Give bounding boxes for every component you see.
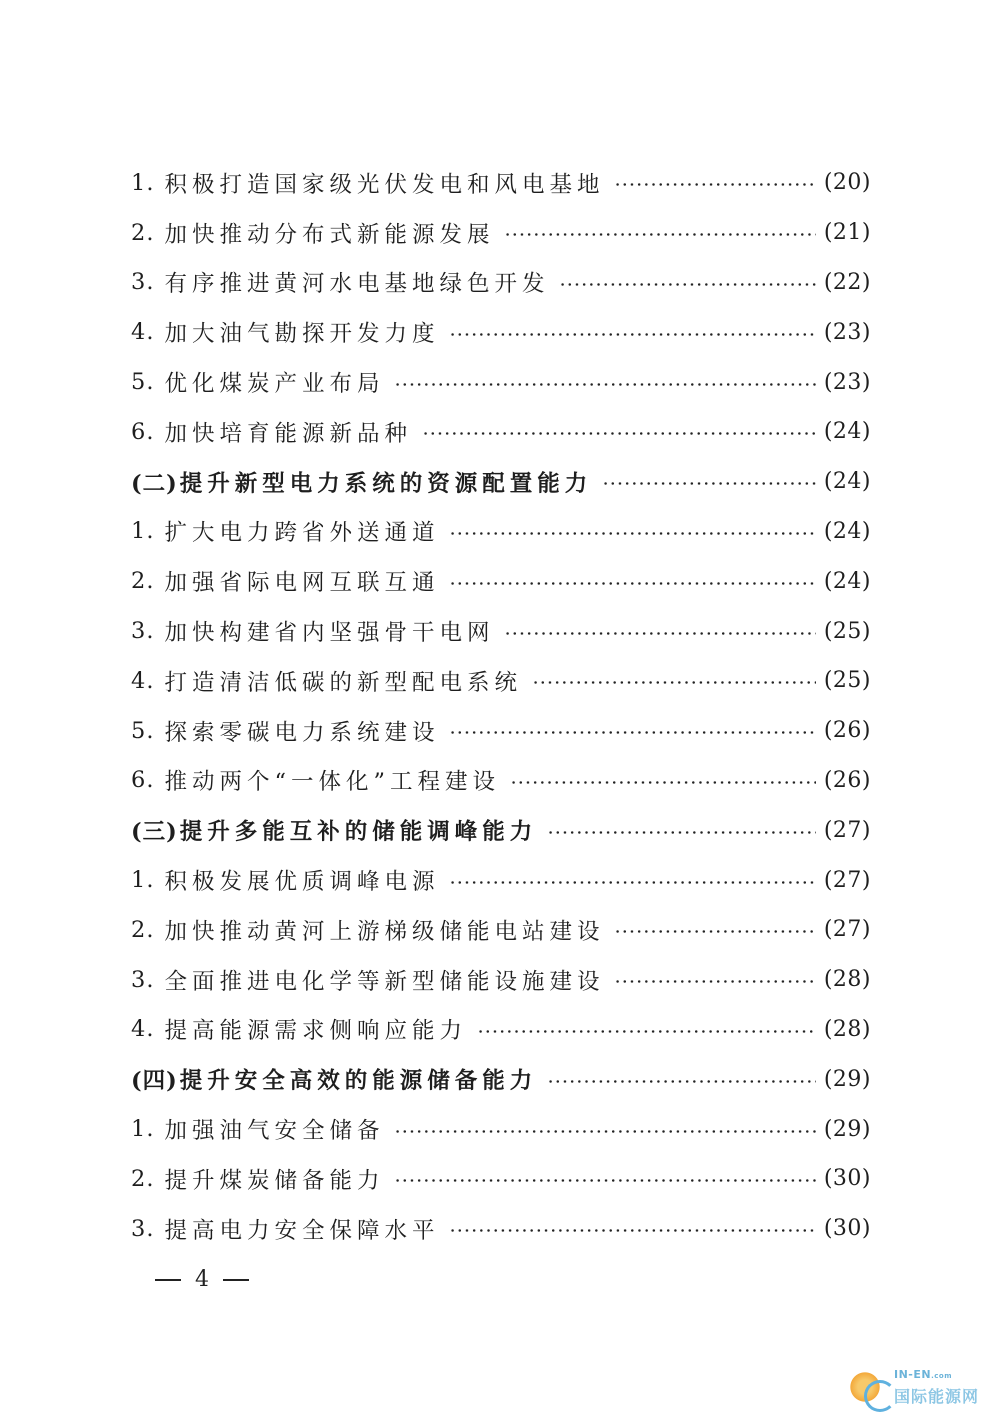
dot-leader (422, 432, 816, 435)
entry-title: 积极发展优质调峰电源 (164, 869, 440, 896)
dot-leader (504, 632, 815, 635)
footer-dash-left (155, 1279, 181, 1281)
entry-number: 3. (131, 269, 155, 296)
toc-entry (131, 507, 871, 557)
page-number: 4 (195, 1267, 209, 1292)
toc-entry (131, 208, 871, 258)
entry-number: 1. (131, 169, 155, 196)
toc-entry (131, 258, 871, 308)
entry-title: 推动两个“一体化”工程建设 (164, 769, 500, 796)
entry-title: 提升多能互补的储能调峰能力 (179, 819, 538, 846)
toc-entry (131, 407, 871, 457)
entry-page: (23) (823, 319, 871, 345)
dot-leader (614, 183, 815, 186)
entry-page: (22) (823, 269, 871, 295)
entry-number: 2. (131, 219, 155, 246)
entry-number: 3. (131, 966, 155, 993)
entry-number: 3. (131, 618, 155, 645)
entry-number: 4. (131, 319, 155, 346)
table-of-contents (131, 158, 871, 1254)
entry-page: (26) (823, 718, 871, 744)
entry-page: (27) (823, 867, 871, 893)
entry-title: 加强油气安全储备 (164, 1118, 385, 1145)
dot-leader (510, 781, 816, 784)
entry-page: (29) (823, 1116, 871, 1142)
entry-title: 优化煤炭产业布局 (164, 371, 385, 398)
watermark-logo (848, 1366, 988, 1410)
entry-page: (28) (823, 1016, 871, 1042)
dot-leader (394, 383, 815, 386)
dot-leader (602, 482, 816, 485)
dot-leader (449, 731, 815, 734)
entry-page: (30) (823, 1216, 871, 1242)
entry-title: 加快推动分布式新能源发展 (164, 221, 495, 248)
toc-entry (131, 556, 871, 606)
entry-page: (25) (823, 618, 871, 644)
toc-entry (131, 606, 871, 656)
toc-entry (131, 706, 871, 756)
toc-entry (131, 357, 871, 407)
toc-entry (131, 656, 871, 706)
entry-title: 提升煤炭储备能力 (164, 1167, 385, 1194)
ring-icon (864, 1380, 896, 1412)
entry-number: 2. (131, 568, 155, 595)
entry-title: 全面推进电化学等新型储能设施建设 (164, 968, 605, 995)
entry-title: 加快推动黄河上游梯级储能电站建设 (164, 918, 605, 945)
entry-title: 提高能源需求侧响应能力 (164, 1018, 467, 1045)
entry-page: (27) (823, 917, 871, 943)
entry-title: 加强省际电网互联互通 (164, 570, 440, 597)
watermark-name: 国际能源网 (894, 1387, 980, 1406)
toc-entry (131, 1204, 871, 1254)
toc-entry (131, 1005, 871, 1055)
toc-section-entry (131, 805, 871, 855)
entry-title: 加快构建省内坚强骨干电网 (164, 620, 495, 647)
dot-leader (532, 681, 816, 684)
entry-number: 2. (131, 1165, 155, 1192)
page-footer (155, 1267, 249, 1292)
entry-page: (26) (823, 767, 871, 793)
dot-leader (449, 333, 815, 336)
entry-number: (三) (131, 819, 178, 846)
entry-page: (29) (823, 1066, 871, 1092)
dot-leader (614, 980, 815, 983)
entry-page: (25) (823, 668, 871, 694)
toc-entry (131, 905, 871, 955)
toc-entry (131, 307, 871, 357)
entry-title: 提升新型电力系统的资源配置能力 (179, 470, 593, 497)
toc-entry (131, 955, 871, 1005)
dot-leader (394, 1130, 815, 1133)
dot-leader (449, 881, 815, 884)
entry-number: (四) (131, 1068, 178, 1095)
entry-page: (24) (823, 419, 871, 445)
footer-dash-right (223, 1279, 249, 1281)
dot-leader (504, 233, 815, 236)
entry-page: (20) (823, 170, 871, 196)
entry-number: 1. (131, 867, 155, 894)
entry-number: 4. (131, 667, 155, 694)
entry-page: (21) (823, 220, 871, 246)
entry-page: (23) (823, 369, 871, 395)
entry-title: 扩大电力跨省外送通道 (164, 520, 440, 547)
entry-page: (27) (823, 817, 871, 843)
toc-entry (131, 1104, 871, 1154)
dot-leader (477, 1030, 816, 1033)
entry-number: 6. (131, 767, 155, 794)
dot-leader (449, 532, 815, 535)
toc-entry (131, 158, 871, 208)
toc-entry (131, 756, 871, 806)
entry-title: 积极打造国家级光伏发电和风电基地 (164, 171, 605, 198)
entry-page: (24) (823, 469, 871, 495)
dot-leader (449, 582, 815, 585)
toc-section-entry (131, 457, 871, 507)
dot-leader (614, 930, 815, 933)
entry-title: 探索零碳电力系统建设 (164, 719, 440, 746)
dot-leader (449, 1229, 815, 1232)
toc-entry (131, 1154, 871, 1204)
entry-number: 1. (131, 1116, 155, 1143)
toc-entry (131, 855, 871, 905)
entry-title: 提高电力安全保障水平 (164, 1217, 440, 1244)
entry-number: (二) (131, 470, 178, 497)
entry-number: 3. (131, 1215, 155, 1242)
entry-title: 加快培育能源新品种 (164, 420, 412, 447)
watermark-brand: IN-EN.com (894, 1368, 953, 1381)
toc-section-entry (131, 1054, 871, 1104)
entry-title: 有序推进黄河水电基地绿色开发 (164, 271, 550, 298)
entry-page: (28) (823, 967, 871, 993)
entry-number: 6. (131, 418, 155, 445)
entry-title: 打造清洁低碳的新型配电系统 (164, 669, 522, 696)
entry-page: (24) (823, 568, 871, 594)
entry-number: 4. (131, 1016, 155, 1043)
dot-leader (394, 1179, 815, 1182)
entry-page: (24) (823, 518, 871, 544)
entry-number: 2. (131, 916, 155, 943)
entry-title: 提升安全高效的能源储备能力 (179, 1068, 538, 1095)
dot-leader (559, 283, 815, 286)
dot-leader (547, 831, 816, 834)
dot-leader (547, 1080, 816, 1083)
entry-number: 5. (131, 369, 155, 396)
entry-title: 加大油气勘探开发力度 (164, 321, 440, 348)
entry-page: (30) (823, 1166, 871, 1192)
entry-number: 5. (131, 717, 155, 744)
entry-number: 1. (131, 518, 155, 545)
